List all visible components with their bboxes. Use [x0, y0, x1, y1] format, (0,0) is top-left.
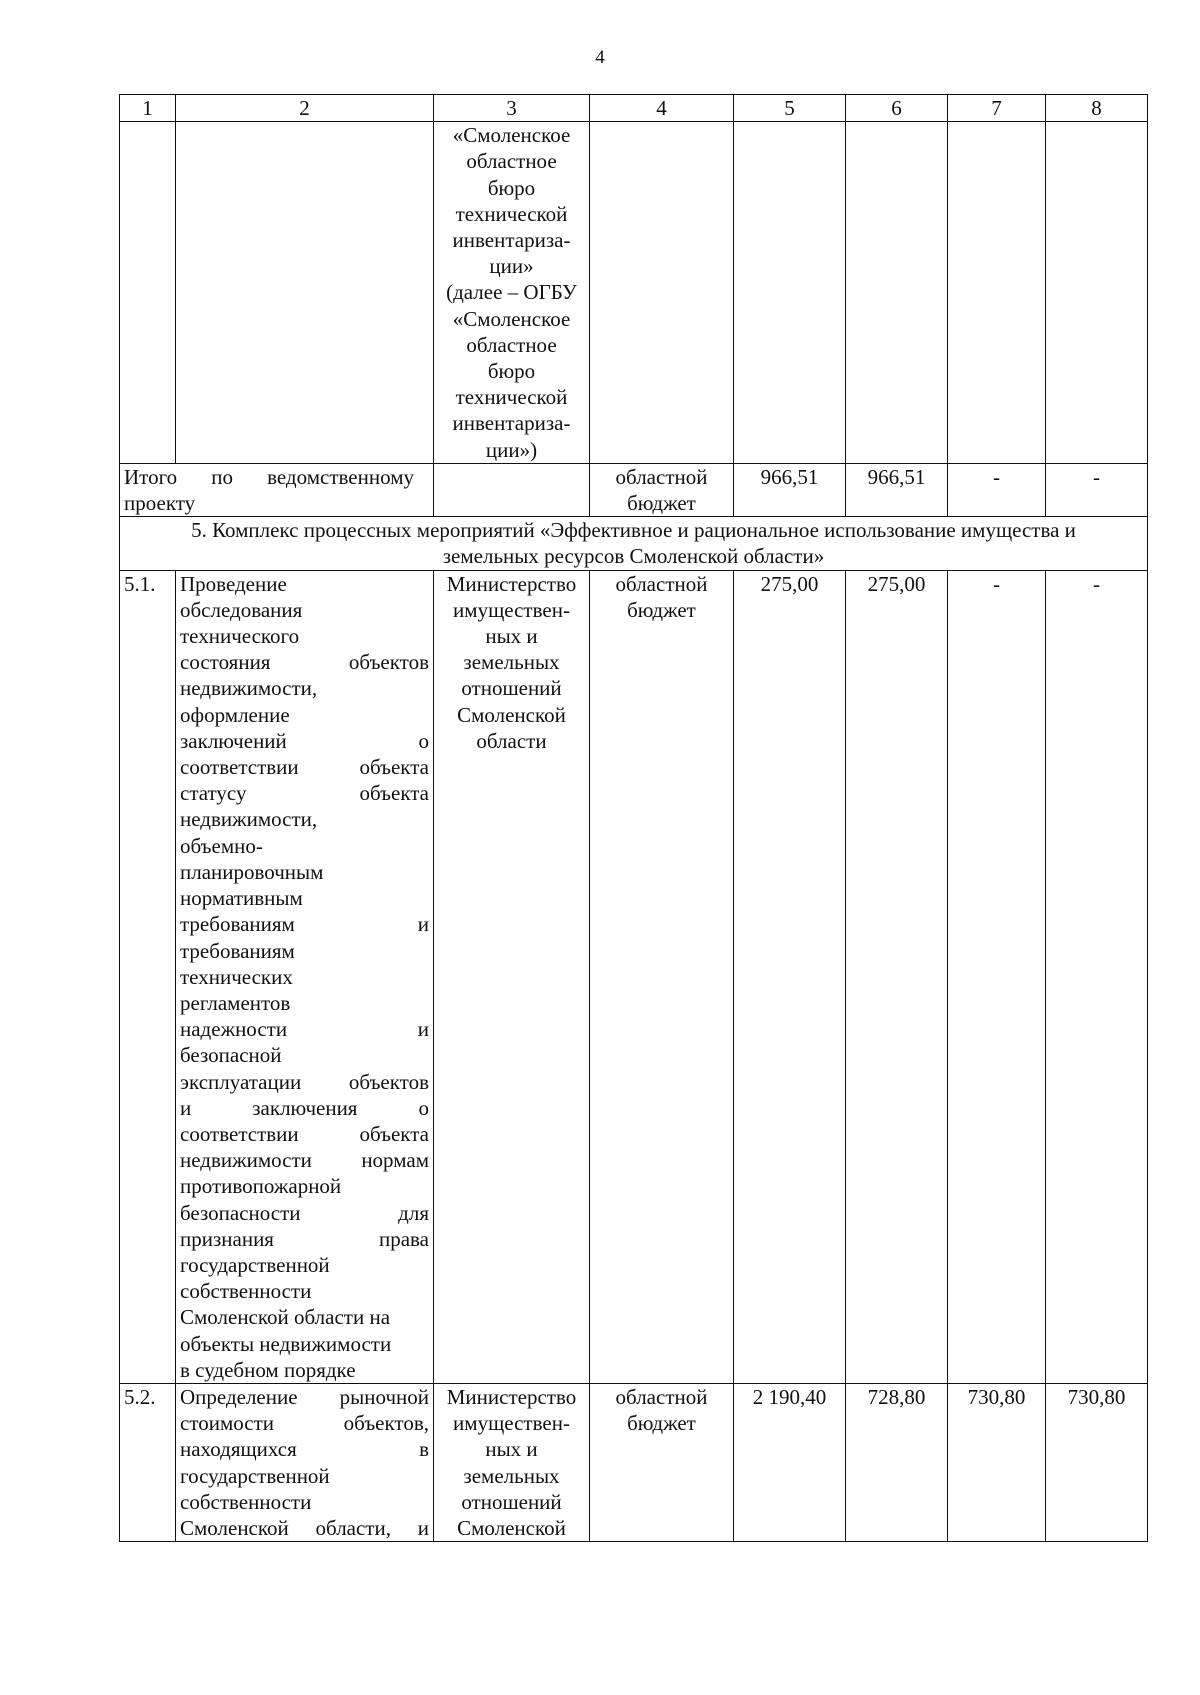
text-line: противопожарной — [180, 1174, 342, 1199]
description-text — [180, 571, 429, 1383]
text-line: безопасной — [180, 1043, 282, 1068]
text-line: планировочным — [180, 859, 324, 884]
text-line: «Смоленское — [452, 123, 571, 148]
text-line: бюджет — [627, 597, 696, 622]
text-line: областной — [615, 464, 708, 489]
section-header-row — [120, 517, 1148, 570]
text-line: областной — [615, 571, 708, 596]
executor-cell — [434, 122, 590, 464]
text-line: недвижимости, — [180, 807, 318, 832]
text-line: признания права — [180, 1226, 429, 1251]
description-cell — [176, 122, 434, 464]
total-label-cell — [120, 463, 434, 516]
text-line: отношений — [461, 676, 562, 701]
executor-text — [438, 1384, 585, 1541]
text-line: отношений — [461, 1489, 562, 1514]
amount-total: 275,00 — [734, 570, 846, 1383]
text-line: «Смоленское — [452, 306, 571, 331]
amount-cell — [948, 122, 1046, 464]
text-line: требованиям — [180, 938, 295, 963]
amount-year-1: 966,51 — [846, 463, 948, 516]
text-line: объекты недвижимости — [180, 1331, 392, 1356]
budget-table — [119, 94, 1148, 1542]
text-line: Проведение — [180, 571, 287, 596]
text-line: объемно- — [180, 833, 263, 858]
text-line: ных и — [485, 1437, 538, 1462]
amount-total: 966,51 — [734, 463, 846, 516]
text-line: технических — [180, 964, 293, 989]
text-line: соответствии объекта — [180, 755, 429, 780]
text-line: имуществен- — [453, 1411, 570, 1436]
page-number: 4 — [595, 47, 605, 68]
amount-year-2: 730,80 — [948, 1383, 1046, 1541]
text-line: бюджет — [627, 1411, 696, 1436]
text-line: находящихся в — [180, 1437, 429, 1462]
text-line: соответствии объекта — [180, 1121, 429, 1146]
total-row — [120, 463, 1148, 516]
executor-cell — [434, 1383, 590, 1541]
text-line: областное — [466, 149, 557, 174]
total-label-line1 — [124, 464, 414, 490]
text-line: надежности и — [180, 1017, 429, 1042]
row-number: 5.2. — [120, 1383, 176, 1541]
total-label-word: по — [211, 464, 233, 489]
total-label-line2: проекту — [124, 491, 196, 516]
funding-source-cell — [590, 570, 734, 1383]
amount-year-3: - — [1046, 570, 1148, 1383]
column-header: 6 — [846, 95, 948, 122]
text-line: технического — [180, 624, 300, 649]
row-number: 5.1. — [120, 570, 176, 1383]
text-line: и заключения о — [180, 1095, 429, 1120]
text-line: собственности — [180, 1279, 312, 1304]
text-line: безопасности для — [180, 1200, 429, 1225]
text-line: имуществен- — [453, 597, 570, 622]
text-line: ных и — [485, 624, 538, 649]
section-title-cell — [120, 517, 1148, 570]
text-line: ции») — [485, 437, 538, 462]
description-cell — [176, 1383, 434, 1541]
text-line: областное — [466, 332, 557, 357]
amount-year-1: 275,00 — [846, 570, 948, 1383]
text-line: Министерство — [446, 1384, 577, 1409]
text-line: обследования — [180, 597, 303, 622]
funding-source-cell — [590, 463, 734, 516]
text-line: собственности — [180, 1489, 312, 1514]
text-line: состояния объектов — [180, 650, 429, 675]
text-line: бюджет — [627, 491, 696, 516]
description-text — [180, 1384, 429, 1541]
section-title-line: земельных ресурсов Смоленской области» — [442, 544, 825, 569]
text-line: ции» — [489, 254, 534, 279]
executor-cell — [434, 570, 590, 1383]
column-header: 8 — [1046, 95, 1148, 122]
text-line: земельных — [463, 1463, 560, 1488]
text-line: стоимости объектов, — [180, 1411, 429, 1436]
column-header: 1 — [120, 95, 176, 122]
text-line: Смоленской области, и — [180, 1515, 429, 1540]
text-line: Смоленской — [457, 1515, 566, 1540]
text-line: недвижимости нормам — [180, 1148, 429, 1173]
column-header: 2 — [176, 95, 434, 122]
text-line: областной — [615, 1384, 708, 1409]
text-line: нормативным — [180, 886, 303, 911]
description-cell — [176, 570, 434, 1383]
text-line: требованиям и — [180, 912, 429, 937]
text-line: государственной — [180, 1252, 330, 1277]
funding-source-cell — [590, 1383, 734, 1541]
text-line: Определение рыночной — [180, 1384, 429, 1409]
text-line: Министерство — [446, 571, 577, 596]
amount-total: 2 190,40 — [734, 1383, 846, 1541]
amount-cell — [846, 122, 948, 464]
row-number-cell — [120, 122, 176, 464]
amount-year-3: - — [1046, 463, 1148, 516]
executor-text — [438, 571, 585, 754]
table-row — [120, 570, 1148, 1383]
column-header: 5 — [734, 95, 846, 122]
text-line: недвижимости, — [180, 676, 318, 701]
total-label-word: ведомственному — [267, 464, 414, 489]
amount-year-2: - — [948, 570, 1046, 1383]
text-line: эксплуатации объектов — [180, 1069, 429, 1094]
text-line: (далее – ОГБУ — [446, 280, 577, 305]
text-line: статусу объекта — [180, 781, 429, 806]
text-line: области — [476, 728, 547, 753]
amount-year-1: 728,80 — [846, 1383, 948, 1541]
text-line: технической — [455, 201, 568, 226]
text-line: регламентов — [180, 990, 291, 1015]
amount-year-3: 730,80 — [1046, 1383, 1148, 1541]
amount-cell — [1046, 122, 1148, 464]
column-header: 7 — [948, 95, 1046, 122]
continued-row — [120, 122, 1148, 464]
amount-cell — [734, 122, 846, 464]
text-line: государственной — [180, 1463, 330, 1488]
column-number-header-row — [120, 95, 1148, 122]
executor-cell — [434, 463, 590, 516]
funding-source-cell — [590, 122, 734, 464]
text-line: бюро — [487, 359, 536, 384]
total-label-word: Итого — [124, 464, 178, 489]
executor-text — [438, 122, 585, 463]
column-header: 3 — [434, 95, 590, 122]
text-line: в судебном порядке — [180, 1357, 356, 1382]
text-line: заключений о — [180, 728, 429, 753]
text-line: Смоленской — [457, 702, 566, 727]
text-line: инвентариза- — [452, 411, 571, 436]
text-line: бюро — [487, 175, 536, 200]
column-header: 4 — [590, 95, 734, 122]
amount-year-2: - — [948, 463, 1046, 516]
section-title-line: 5. Комплекс процессных мероприятий «Эффективное и рациональное использование имущества и — [191, 518, 1076, 543]
text-line: земельных — [463, 650, 560, 675]
text-line: инвентариза- — [452, 228, 571, 253]
text-line: технической — [455, 385, 568, 410]
table-row — [120, 1383, 1148, 1541]
text-line: оформление — [180, 702, 290, 727]
text-line: Смоленской области на — [180, 1305, 391, 1330]
